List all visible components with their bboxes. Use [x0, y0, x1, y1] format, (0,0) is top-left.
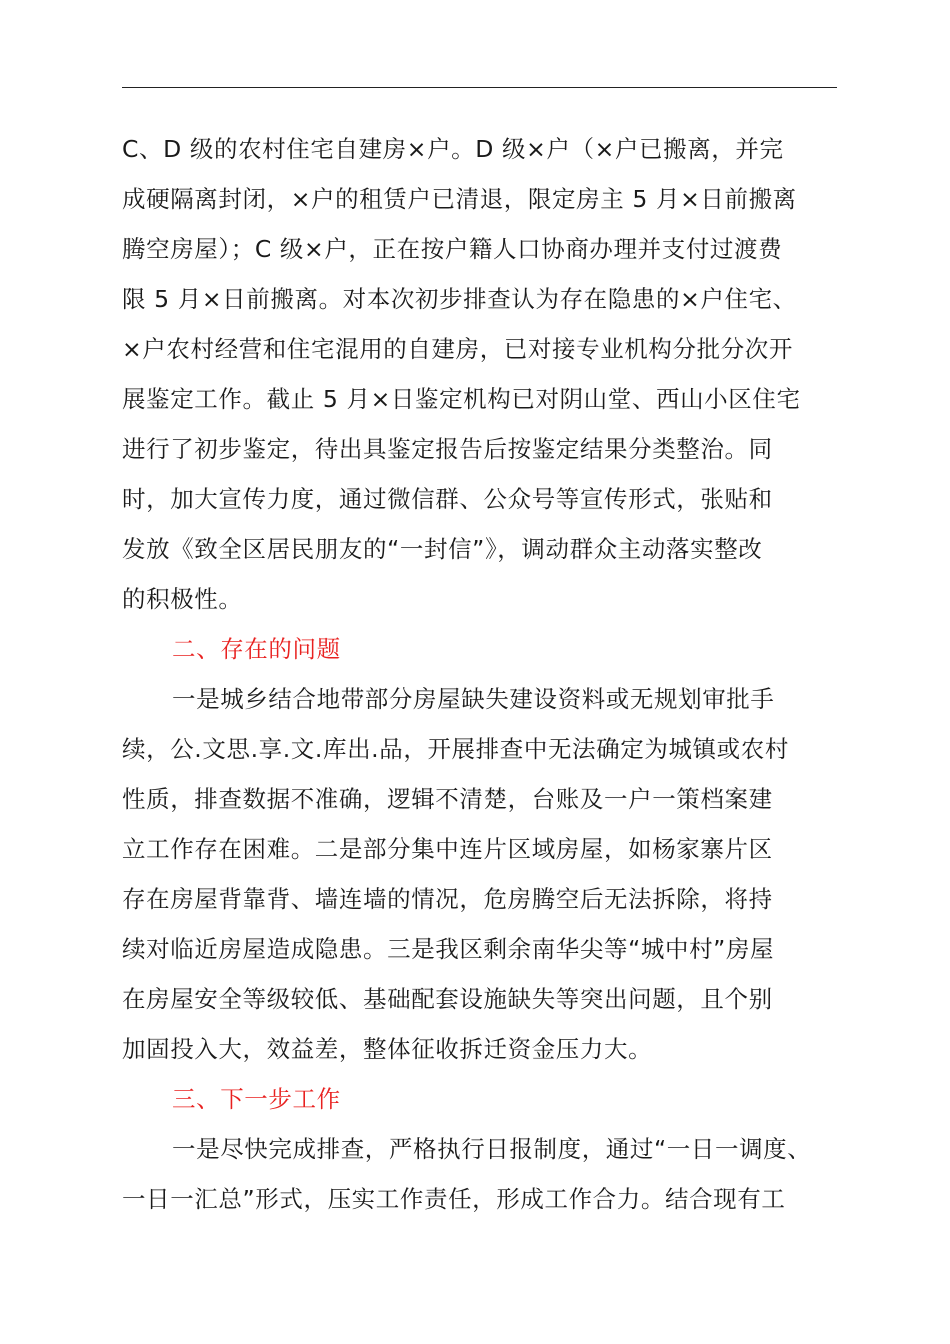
paragraph-1-line-9: 发放《致全区居民朋友的“一封信”》，调动群众主动落实整改 [122, 535, 763, 563]
paragraph-1-line-1: C、D 级的农村住宅自建房×户。D 级×户（×户已搬离，并完 [122, 135, 784, 163]
header-rule [122, 87, 837, 88]
paragraph-2-line-2: 续，公.文思.享.文.库出.品，开展排查中无法确定为城镇或农村 [122, 735, 789, 763]
paragraph-2-line-3: 性质，排查数据不准确，逻辑不清楚，台账及一户一策档案建 [122, 785, 773, 813]
paragraph-1-line-6: 展鉴定工作。截止 5 月×日鉴定机构已对阴山堂、西山小区住宅 [122, 385, 801, 413]
paragraph-2-line-1: 一是城乡结合地带部分房屋缺失建设资料或无规划审批手 [172, 685, 775, 713]
paragraph-1-line-5: ×户农村经营和住宅混用的自建房，已对接专业机构分批分次开 [122, 335, 793, 363]
paragraph-3-line-2: 一日一汇总”形式，压实工作责任，形成工作合力。结合现有工 [122, 1185, 786, 1213]
section-heading-problems: 二、存在的问题 [172, 635, 341, 663]
paragraph-2-line-8: 加固投入大，效益差，整体征收拆迁资金压力大。 [122, 1035, 653, 1063]
paragraph-1-line-4: 限 5 月×日前搬离。对本次初步排查认为存在隐患的×户住宅、 [122, 285, 797, 313]
paragraph-1-line-10: 的积极性。 [122, 585, 243, 613]
paragraph-1-line-8: 时，加大宣传力度，通过微信群、公众号等宣传形式，张贴和 [122, 485, 773, 513]
paragraph-2-line-6: 续对临近房屋造成隐患。三是我区剩余南华尖等“城中村”房屋 [122, 935, 775, 963]
section-heading-next-steps: 三、下一步工作 [172, 1085, 341, 1113]
paragraph-2-line-4: 立工作存在困难。二是部分集中连片区域房屋，如杨家寨片区 [122, 835, 773, 863]
paragraph-2-line-7: 在房屋安全等级较低、基础配套设施缺失等突出问题，且个别 [122, 985, 773, 1013]
paragraph-1-line-3: 腾空房屋）；C 级×户，正在按户籍人口协商办理并支付过渡费 [122, 235, 783, 263]
paragraph-1-line-7: 进行了初步鉴定，待出具鉴定报告后按鉴定结果分类整治。同 [122, 435, 773, 463]
paragraph-1-line-2: 成硬隔离封闭，×户的租赁户已清退，限定房主 5 月×日前搬离 [122, 185, 797, 213]
paragraph-2-line-5: 存在房屋背靠背、墙连墙的情况，危房腾空后无法拆除，将持 [122, 885, 773, 913]
paragraph-3-line-1: 一是尽快完成排查，严格执行日报制度，通过“一日一调度、 [172, 1135, 812, 1163]
